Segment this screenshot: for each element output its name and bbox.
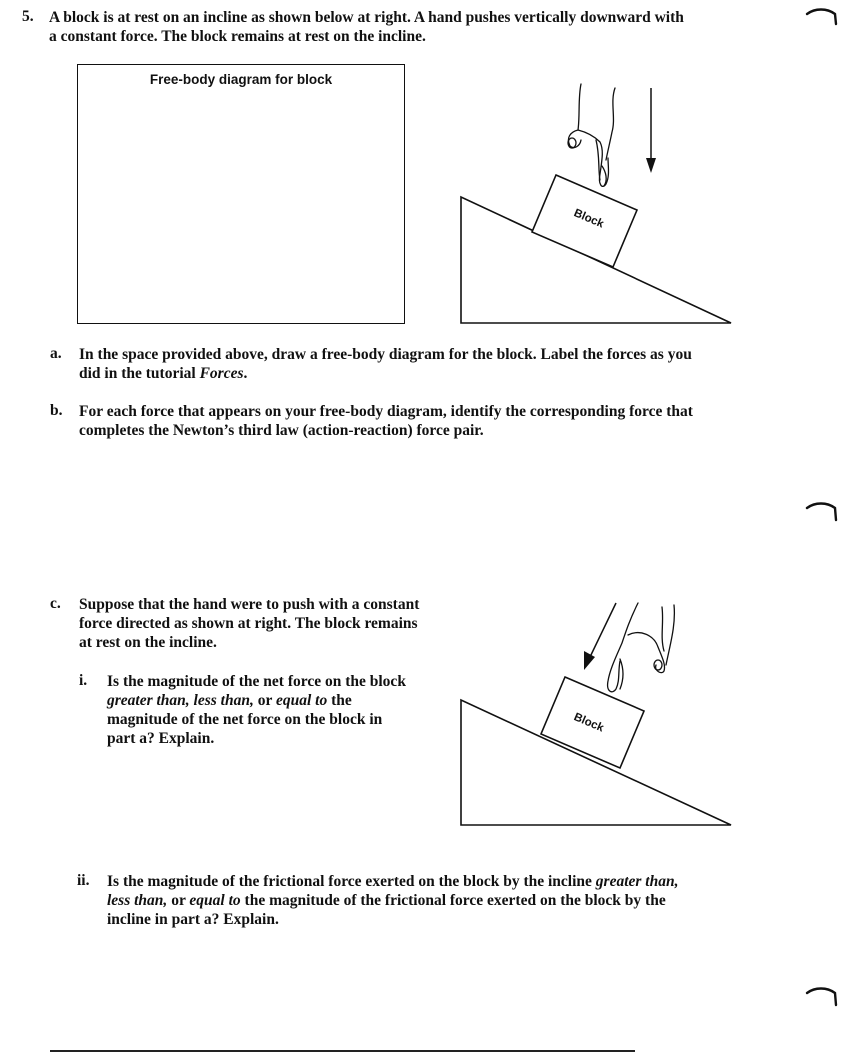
force-arrow-head: [646, 158, 656, 173]
margin-mark-icon: [805, 500, 839, 524]
hand-icon: [568, 84, 615, 186]
part-c-ii-line1: Is the magnitude of the frictional force exerted on the block by the incline greater than,: [107, 873, 679, 890]
incline-figure-angled-push: [450, 585, 750, 835]
part-c-i-label: i.: [79, 672, 88, 689]
bottom-rule: [50, 1050, 635, 1052]
margin-mark-icon: [805, 6, 839, 26]
part-c-line1: Suppose that the hand were to push with a constant: [79, 596, 420, 613]
part-c-i-line3: magnitude of the net force on the block in: [107, 711, 383, 728]
part-b-line1: For each force that appears on your free-body diagram, identify the corresponding force that: [79, 403, 693, 420]
margin-mark-icon: [805, 985, 839, 1009]
part-c-i-line1: Is the magnitude of the net force on the block: [107, 673, 406, 690]
part-c-line2: force directed as shown at right. The block remains: [79, 615, 418, 632]
part-c-i-line4: part a? Explain.: [107, 730, 215, 747]
hand-icon: [608, 603, 675, 692]
question-intro-line2: a constant force. The block remains at rest on the incline.: [49, 28, 426, 45]
part-b-label: b.: [50, 402, 63, 419]
question-intro-line1: A block is at rest on an incline as shown below at right. A hand pushes vertically downward with: [49, 9, 684, 26]
question-number: 5.: [22, 8, 34, 25]
block-label: Block: [571, 711, 606, 735]
force-arrow-head: [584, 651, 595, 670]
part-a-line1: In the space provided above, draw a free-body diagram for the block. Label the forces as you: [79, 346, 692, 363]
part-b-line2: completes the Newton’s third law (action-reaction) force pair.: [79, 422, 484, 439]
free-body-diagram-box[interactable]: [77, 64, 405, 324]
part-c-ii-line3: incline in part a? Explain.: [107, 911, 279, 928]
part-c-i-line2: greater than, less than, or equal to the: [107, 692, 352, 709]
part-c-label: c.: [50, 595, 61, 612]
part-c-ii-label: ii.: [77, 872, 90, 889]
free-body-diagram-title: Free-body diagram for block: [149, 72, 333, 87]
part-c-ii-line2: less than, or equal to the magnitude of the frictional force exerted on the block by the: [107, 892, 666, 909]
force-arrow-shaft: [590, 603, 616, 657]
block-label: Block: [571, 207, 606, 231]
part-c-line3: at rest on the incline.: [79, 634, 217, 651]
part-a-label: a.: [50, 345, 62, 362]
incline-figure-vertical-push: [450, 80, 750, 330]
part-a-line2: did in the tutorial Forces.: [79, 365, 248, 382]
